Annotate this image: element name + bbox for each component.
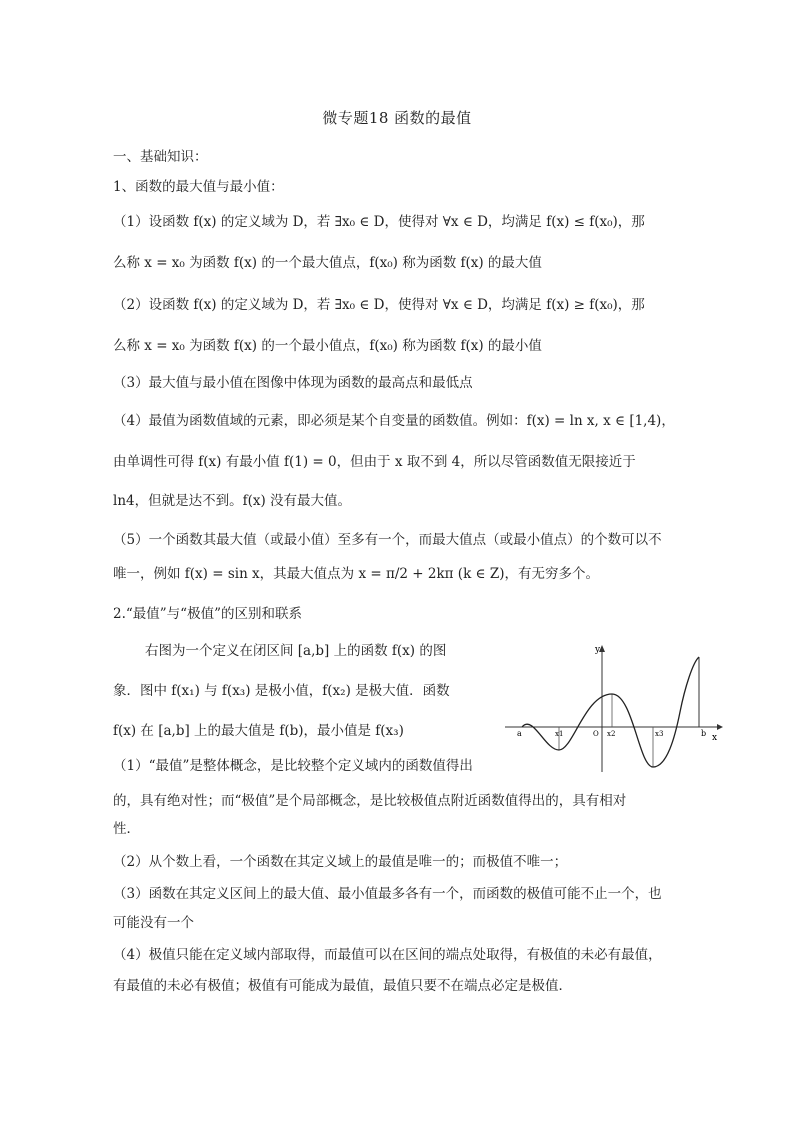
x2-label: x2 xyxy=(607,730,616,738)
text-line: 一、基础知识： xyxy=(113,149,208,165)
a-label: a xyxy=(517,729,522,738)
text-line: 1、函数的最大值与最小值： xyxy=(113,179,284,195)
x-axis-arrow xyxy=(717,724,723,730)
text-line: 性． xyxy=(113,821,140,837)
text-line: 右图为一个定义在闭区间 [a,b] 上的函数 f(x) 的图 xyxy=(145,643,447,659)
origin-label: O xyxy=(593,730,599,738)
text-line: （2）从个数上看，一个函数在其定义域上的最值是唯一的；而极值不唯一； xyxy=(113,854,568,870)
x3-label: x3 xyxy=(655,730,664,738)
text-line: （3）函数在其定义区间上的最大值、最小值最多各有一个，而函数的极值可能不止一个，也 xyxy=(113,886,662,902)
text-line: （1）设函数 f(x) 的定义域为 D，若 ∃x₀ ∈ D，使得对 ∀x ∈ D，均满足 f(x) ≤ f(x₀)，那 xyxy=(113,214,645,230)
text-line: f(x) 在 [a,b] 上的最大值是 f(b)，最小值是 f(x₃) xyxy=(113,723,404,739)
text-line: 象．图中 f(x₁) 与 f(x₃) 是极小值，f(x₂) 是极大值．函数 xyxy=(113,683,450,699)
text-line: （4）最值为函数值域的元素，即必须是某个自变量的函数值。例如：f(x) = ln x, x ∈ [1,4)， xyxy=(113,413,675,429)
text-line: 么称 x = x₀ 为函数 f(x) 的一个最大值点，f(x₀) 称为函数 f(x) 的最大值 xyxy=(113,255,542,271)
x1-label: x1 xyxy=(555,730,564,738)
x-label: x xyxy=(712,733,718,743)
text-line: （5）一个函数其最大值（或最小值）至多有一个，而最大值点（或最小值点）的个数可以不 xyxy=(113,532,662,548)
function-curve xyxy=(522,657,699,767)
text-line: （4）极值只能在定义域内部取得，而最值可以在区间的端点处取得，有极值的未必有最值， xyxy=(113,947,662,963)
section-heading: 2.“最值”与“极值”的区别和联系 xyxy=(113,606,302,622)
y-label: y xyxy=(595,645,601,655)
text-line: 可能没有一个 xyxy=(113,915,194,931)
page-title: 微专题18 函数的最值 xyxy=(322,109,472,127)
text-line: （2）设函数 f(x) 的定义域为 D，若 ∃x₀ ∈ D，使得对 ∀x ∈ D，均满足 f(x) ≥ f(x₀)，那 xyxy=(113,297,645,313)
text-line: 唯一，例如 f(x) = sin x，其最大值点为 x = π/2 + 2kπ (k ∈ Z)，有无穷多个。 xyxy=(113,566,599,582)
text-line: 由单调性可得 f(x) 有最小值 f(1) = 0，但由于 x 取不到 4，所以尽管函数值无限接近于 xyxy=(113,454,636,470)
text-line: （3）最大值与最小值在图像中体现为函数的最高点和最低点 xyxy=(113,375,473,391)
text-line: ln4，但就是达不到。f(x) 没有最大值。 xyxy=(113,493,352,509)
text-line: 么称 x = x₀ 为函数 f(x) 的一个最小值点，f(x₀) 称为函数 f(x) 的最小值 xyxy=(113,338,542,354)
b-label: b xyxy=(701,729,707,738)
function-graph xyxy=(505,632,730,777)
text-line: 的，具有绝对性；而“极值”是个局部概念，是比较极值点附近函数值得出的，具有相对 xyxy=(113,793,627,809)
text-line: （1）“最值”是整体概念，是比较整个定义域内的函数值得出 xyxy=(113,758,473,774)
text-line: 有最值的未必有极值；极值有可能成为最值，最值只要不在端点必定是极值． xyxy=(113,978,572,994)
